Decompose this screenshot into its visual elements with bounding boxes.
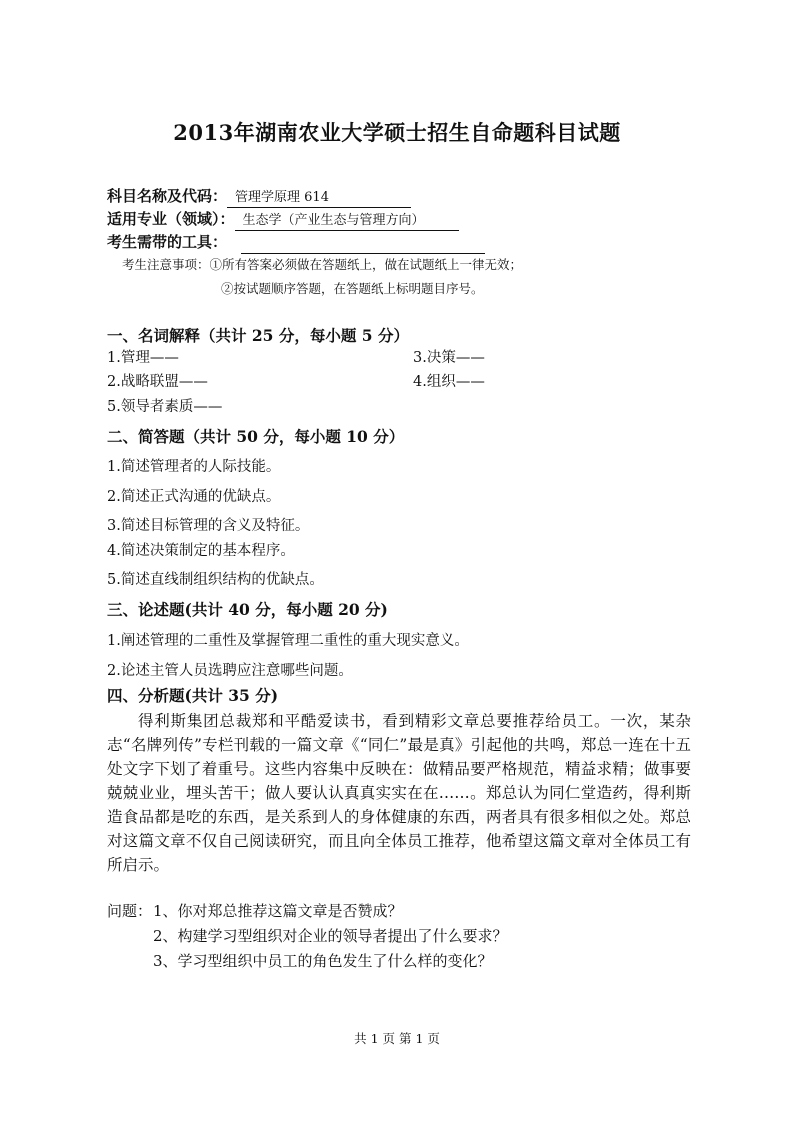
major-value: 生态学（产业生态与管理方向） [235,212,459,231]
case-paragraph: 得利斯集团总裁郑和平酷爱读书，看到精彩文章总要推荐给员工。一次，某杂志“名牌列传”专栏刊载的一篇文章《“同仁”最是真》引起他的共鸣，郑总一连在十五处文字下划了着重号。这些内容集中反映在：做精品要严格规范，精益求精；做事要兢兢业业，埋头苦干；做人要认认真真实实在在……。郑总认为同仁堂造药，得利斯造食品都是吃的东西，是关系到人的身体健康的东西，两者具有很多相似之处。郑总对这篇文章不仅自己阅读研究，而且向全体员工推荐，他希望这篇文章对全体员工有所启示。 [107,712,691,874]
essay-item: 1.阐述管理的二重性及掌握管理二重性的重大现实意义。 [107,633,469,649]
short-answer-item: 1.简述管理者的人际技能。 [107,459,281,475]
short-answer-item: 3.简述目标管理的含义及特征。 [107,518,310,534]
subject-row [107,185,411,208]
term-item: 1.管理—— [107,350,179,366]
term-item: 5.领导者素质—— [107,399,223,415]
short-answer-item: 5.简述直线制组织结构的优缺点。 [107,572,324,588]
term-item: 2.战略联盟—— [107,374,208,390]
essay-item: 2.论述主管人员选聘应注意哪些问题。 [107,663,353,679]
short-answer-item: 4.简述决策制定的基本程序。 [107,543,295,559]
question-item: 1、你对郑总推荐这篇文章是否赞成？ [153,902,403,920]
notice-line-2: ②按试题顺序答题，在答题纸上标明题目序号。 [221,281,484,296]
subject-value: 管理学原理 614 [227,189,411,208]
tools-label: 考生需带的工具： [107,233,228,251]
notice-line-1: 考生注意事项：①所有答案必须做在答题纸上，做在试题纸上一律无效； [122,257,523,272]
exam-title: 2013年湖南农业大学硕士招生自命题科目试题 [173,120,621,145]
question-item: 3、学习型组织中员工的角色发生了什么样的变化？ [153,952,493,970]
major-row [107,208,459,231]
section-1-heading: 一、名词解释（共计 25 分，每小题 5 分） [107,326,409,345]
section-3-heading: 三、论述题(共计 40 分，每小题 20 分) [107,600,388,619]
section-2-heading: 二、简答题（共计 50 分，每小题 10 分） [107,427,405,446]
major-label: 适用专业（领域）： [107,210,235,228]
section-4-heading: 四、分析题(共计 35 分) [107,686,279,705]
term-item: 4.组织—— [413,374,485,390]
question-item: 2、构建学习型组织对企业的领导者提出了什么要求？ [153,927,508,945]
tools-row [107,231,485,254]
page-footer: 共 1 页 第 1 页 [354,1031,440,1046]
subject-label: 科目名称及代码： [107,187,228,205]
short-answer-item: 2.简述正式沟通的优缺点。 [107,489,281,505]
question-label: 问题： [107,902,153,920]
term-item: 3.决策—— [413,350,485,366]
tools-value [241,235,485,254]
